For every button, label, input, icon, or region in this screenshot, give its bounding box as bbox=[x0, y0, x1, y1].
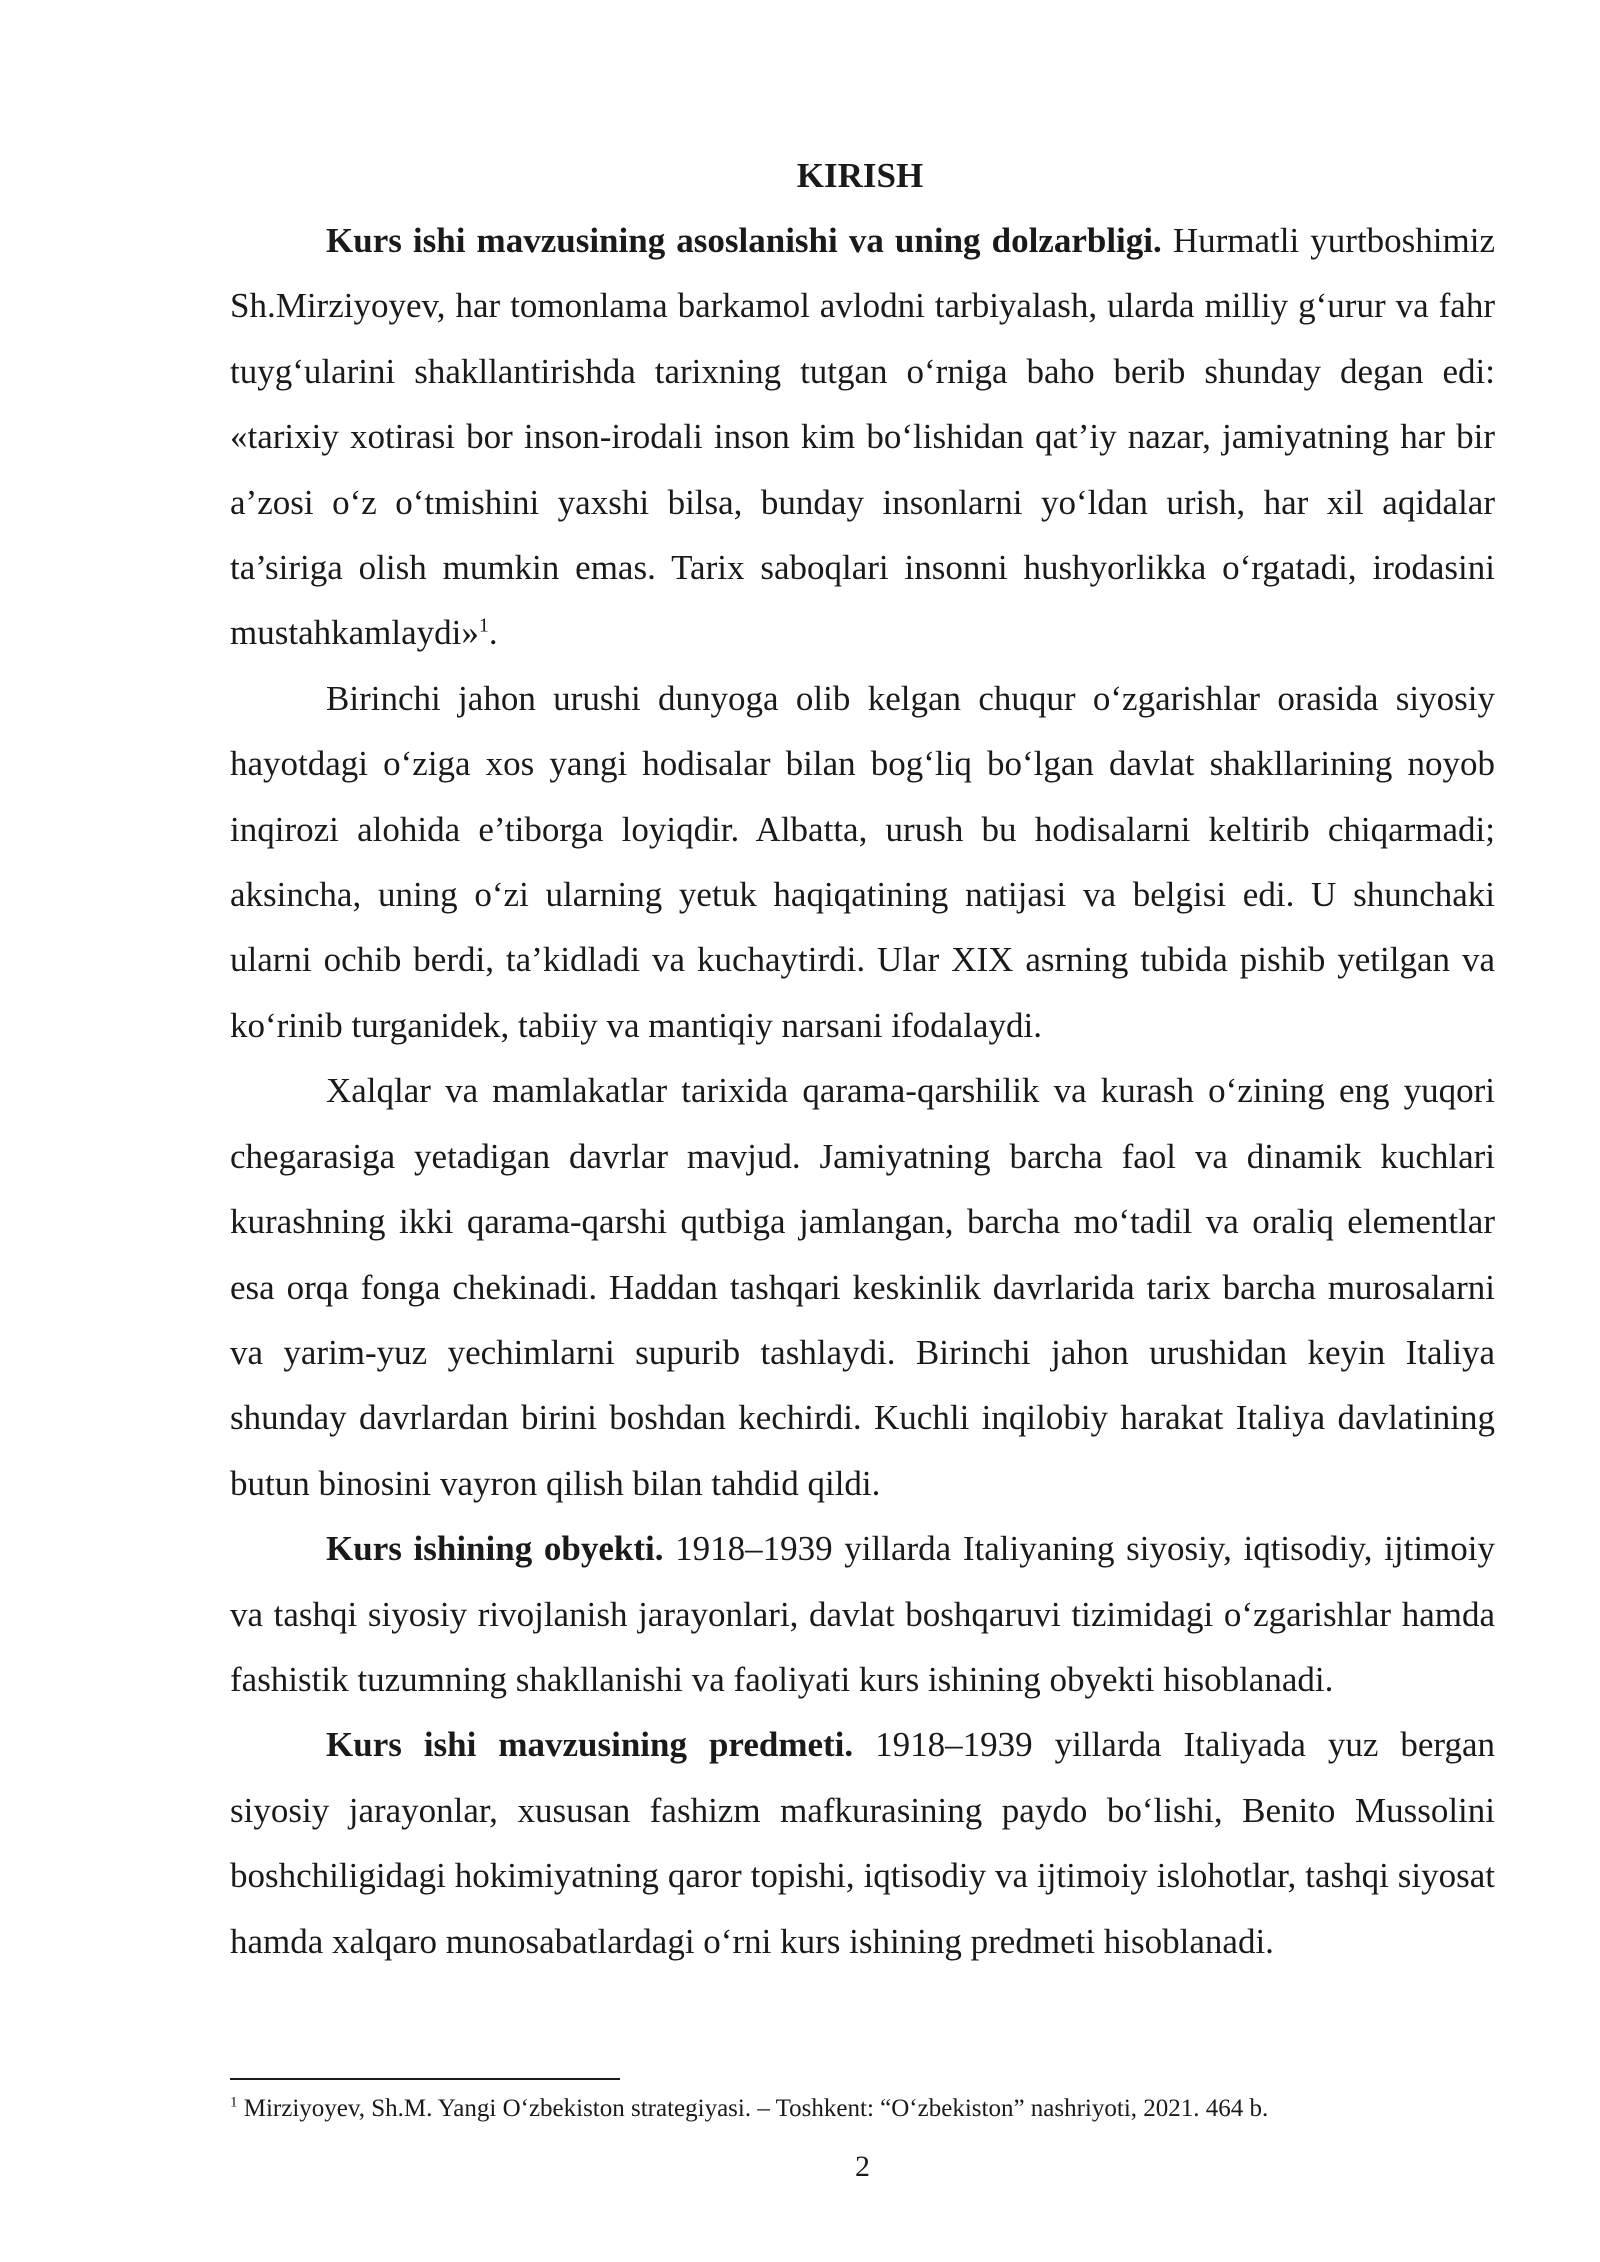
paragraph-subject bbox=[230, 1712, 1495, 1974]
footnote bbox=[230, 2092, 1495, 2126]
page-number: 2 bbox=[855, 2150, 870, 2183]
paragraph-text: 1918–1939 yillarda Italiyada yuz bergan siyosiy jarayonlar, xususan fashizm mafkurasining paydo bo‘lishi, Benito Mussolini boshchiligidagi hokimiyatning qaror topishi, iqtisodiy va ijtimoiy islohotlar, tashqi siyosat hamda xalqaro munosabatlardagi o‘rni kurs ishining predmeti hisoblanadi. bbox=[230, 1725, 1495, 1961]
paragraph-tail: . bbox=[488, 613, 498, 653]
paragraph-lead: Kurs ishi mavzusining asoslanishi va uning dolzarbligi. bbox=[326, 221, 1162, 260]
paragraph-first-world-war bbox=[230, 666, 1495, 1058]
paragraph-lead: Kurs ishi mavzusining predmeti. bbox=[326, 1725, 854, 1765]
footnote-marker: 1 bbox=[230, 2094, 238, 2111]
paragraph-text: 1918–1939 yillarda Italiyaning siyosiy, iqtisodiy, ijtimoiy va tashqi siyosiy rivojlanish jarayonlari, davlat boshqaruvi tizimidagi o‘zgarishlar hamda fashistik tuzumning shakllanishi va faoliyati kurs ishining obyekti hisoblanadi. bbox=[230, 1529, 1495, 1699]
page-heading: KIRISH bbox=[796, 156, 924, 195]
footnote-text: Mirziyoyev, Sh.M. Yangi O‘zbekiston strategiyasi. – Toshkent: “O‘zbekiston” nashriyoti, 2021. 464 b. bbox=[237, 2095, 1269, 2122]
footnote-separator bbox=[230, 2078, 620, 2080]
paragraph-peoples-history bbox=[230, 1058, 1495, 1516]
paragraph-object bbox=[230, 1516, 1495, 1712]
paragraph-text: Hurmatli yurtboshimiz Sh.Mirziyoyev, har tomonlama barkamol avlodni tarbiyalash, ularda milliy g‘urur va fahr tuyg‘ularini shakllantirishda tarixning tutgan o‘rniga baho berib shunday degan edi: «tarixiy xotirasi bor inson-irodali inson kim bo‘lishidan qat’iy nazar, jamiyatning har bir a’zosi o‘z o‘tmishini yaxshi bilsa, bunday insonlarni yo‘ldan urish, har xil aqidalar ta’siriga olish mumkin emas. Tarix saboqlari insonni hushyorlikka o‘rgatadi, irodasini mustahkamlaydi» bbox=[230, 221, 1495, 653]
footnote-reference[interactable]: 1 bbox=[478, 614, 489, 637]
body-text bbox=[230, 208, 1495, 1974]
paragraph-text: Xalqlar va mamlakatlar tarixida qarama-qarshilik va kurash o‘zining eng yuqori chegarasiga yetadigan davrlar mavjud. Jamiyatning barcha faol va dinamik kuchlari kurashning ikki qarama-qarshi qutbiga jamlangan, barcha mo‘tadil va oraliq elementlar esa orqa fonga chekinadi. Haddan tashqari keskinlik davrlarida tarix barcha murosalarni va yarim-yuz yechimlarni supurib tashlaydi. Birinchi jahon urushidan keyin Italiya shunday davrlardan birini boshdan kechirdi. Kuchli inqilobiy harakat Italiya davlatining butun binosini vayron qilish bilan tahdid qildi. bbox=[230, 1071, 1495, 1503]
paragraph-relevance bbox=[230, 208, 1495, 666]
paragraph-lead: Kurs ishining obyekti. bbox=[326, 1529, 664, 1569]
paragraph-text: Birinchi jahon urushi dunyoga olib kelgan chuqur o‘zgarishlar orasida siyosiy hayotdagi o‘ziga xos yangi hodisalar bilan bog‘liq bo‘lgan davlat shakllarining noyob inqirozi alohida e’tiborga loyiqdir. Albatta, urush bu hodisalarni keltirib chiqarmadi; aksincha, uning o‘zi ularning yetuk haqiqatining natijasi va belgisi edi. U shunchaki ularni ochib berdi, ta’kidladi va kuchaytirdi. Ular XIX asrning tubida pishib yetilgan va ko‘rinib turganidek, tabiiy va mantiqiy narsani ifodalaydi. bbox=[230, 678, 1495, 1045]
